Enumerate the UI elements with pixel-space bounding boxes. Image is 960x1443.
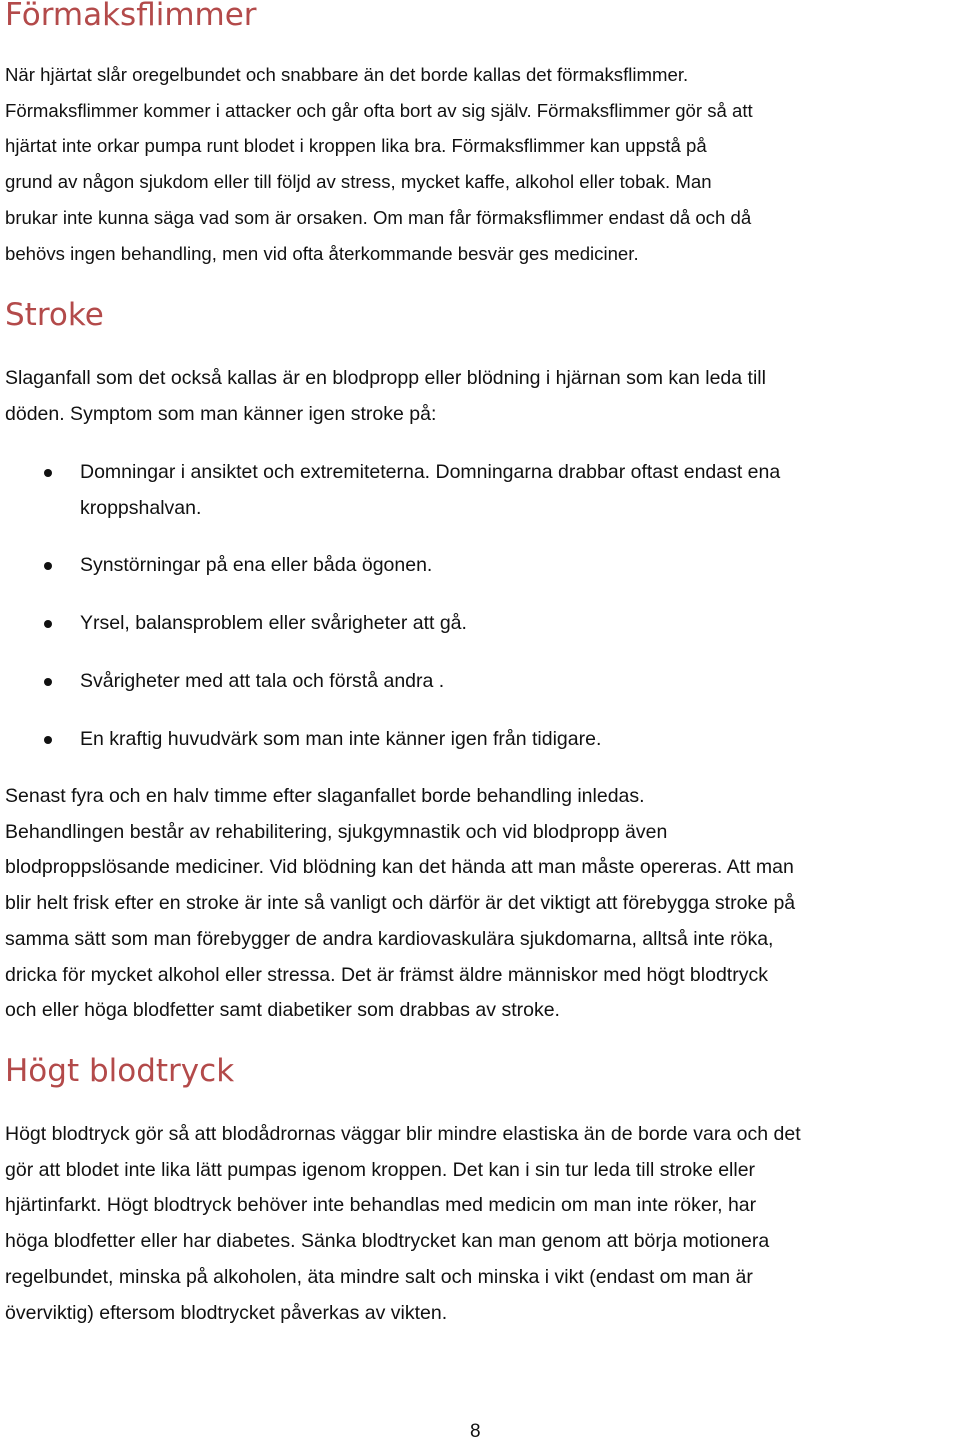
paragraph-hogt-blodtryck xyxy=(5,1117,960,1331)
stroke-symptom-list xyxy=(0,455,960,779)
text-line: Behandlingen består av rehabilitering, sjukgymnastik och vid blodpropp även xyxy=(5,820,668,843)
list-item xyxy=(0,455,960,526)
heading-stroke: Stroke xyxy=(5,297,104,333)
text-line: kroppshalvan. xyxy=(80,496,202,519)
text-line: gör att blodet inte lika lätt pumpas igenom kroppen. Det kan i sin tur leda till stroke eller xyxy=(5,1158,756,1181)
text-line: Högt blodtryck gör så att blodådrornas väggar blir mindre elastiska än de borde vara och det xyxy=(5,1123,801,1145)
text-line: regelbundet, minska på alkoholen, äta mindre salt och minska i vikt (endast om man är xyxy=(5,1265,753,1288)
text-line: Senast fyra och en halv timme efter slaganfallet borde behandling inledas. xyxy=(5,785,645,807)
text-line: överviktig) eftersom blodtrycket påverkas av vikten. xyxy=(5,1301,448,1324)
text-line: hjärtinfarkt. Högt blodtryck behöver inte behandlas med medicin om man inte röker, har xyxy=(5,1194,757,1217)
text-line: blir helt frisk efter en stroke är inte så vanligt och därför är det viktigt att förebygga stroke på xyxy=(5,892,796,915)
bullet-dot-icon xyxy=(44,469,52,477)
text-line: Synstörningar på ena eller båda ögonen. xyxy=(80,554,433,577)
text-line: döden. Symptom som man känner igen stroke på: xyxy=(5,402,437,425)
list-item xyxy=(0,606,960,642)
text-line: och eller höga blodfetter samt diabetiker som drabbas av stroke. xyxy=(5,999,560,1022)
text-line: grund av någon sjukdom eller till följd av stress, mycket kaffe, alkohol eller tobak. Man xyxy=(5,171,712,193)
paragraph-stroke-treatment xyxy=(5,779,960,1029)
page-number: 8 xyxy=(470,1421,481,1442)
bullet-dot-icon xyxy=(44,736,52,744)
text-line: höga blodfetter eller har diabetes. Sänka blodtrycket kan man genom att börja motionera xyxy=(5,1230,770,1253)
text-line: Yrsel, balansproblem eller svårigheter att gå. xyxy=(80,612,467,635)
list-item xyxy=(0,548,960,584)
text-line: Svårigheter med att tala och förstå andra . xyxy=(80,669,445,692)
bullet-dot-icon xyxy=(44,678,52,686)
text-line: Slaganfall som det också kallas är en blodpropp eller blödning i hjärnan som kan leda till xyxy=(5,367,766,389)
list-item xyxy=(0,722,960,758)
heading-hogt-blodtryck: Högt blodtryck xyxy=(5,1053,235,1089)
bullet-dot-icon xyxy=(44,620,52,628)
list-item xyxy=(0,664,960,700)
text-line: dricka för mycket alkohol eller stressa. Det är främst äldre människor med högt blodtryck xyxy=(5,963,768,986)
text-line: behövs ingen behandling, men vid ofta återkommande besvär ges mediciner. xyxy=(5,242,639,264)
text-line: Förmaksflimmer kommer i attacker och går ofta bort av sig själv. Förmaksflimmer gör så att xyxy=(5,99,753,121)
heading-formaksflimmer: Förmaksflimmer xyxy=(5,0,257,33)
text-line: När hjärtat slår oregelbundet och snabbare än det borde kallas det förmaksflimmer. xyxy=(5,64,689,85)
text-line: samma sätt som man förebygger de andra kardiovaskulära sjukdomarna, alltså inte röka, xyxy=(5,927,774,950)
paragraph-formaksflimmer xyxy=(5,57,960,271)
text-line: En kraftig huvudvärk som man inte känner igen från tidigare. xyxy=(80,727,602,750)
text-line: brukar inte kunna säga vad som är orsaken. Om man får förmaksflimmer endast då och då xyxy=(5,206,752,228)
paragraph-stroke-intro xyxy=(5,361,960,432)
text-line: blodproppslösande mediciner. Vid blödning kan det hända att man måste opereras. Att man xyxy=(5,856,794,879)
text-line: Domningar i ansiktet och extremiteterna. Domningarna drabbar oftast endast ena xyxy=(80,461,781,483)
text-line: hjärtat inte orkar pumpa runt blodet i kroppen lika bra. Förmaksflimmer kan uppstå på xyxy=(5,135,707,157)
bullet-dot-icon xyxy=(44,562,52,570)
